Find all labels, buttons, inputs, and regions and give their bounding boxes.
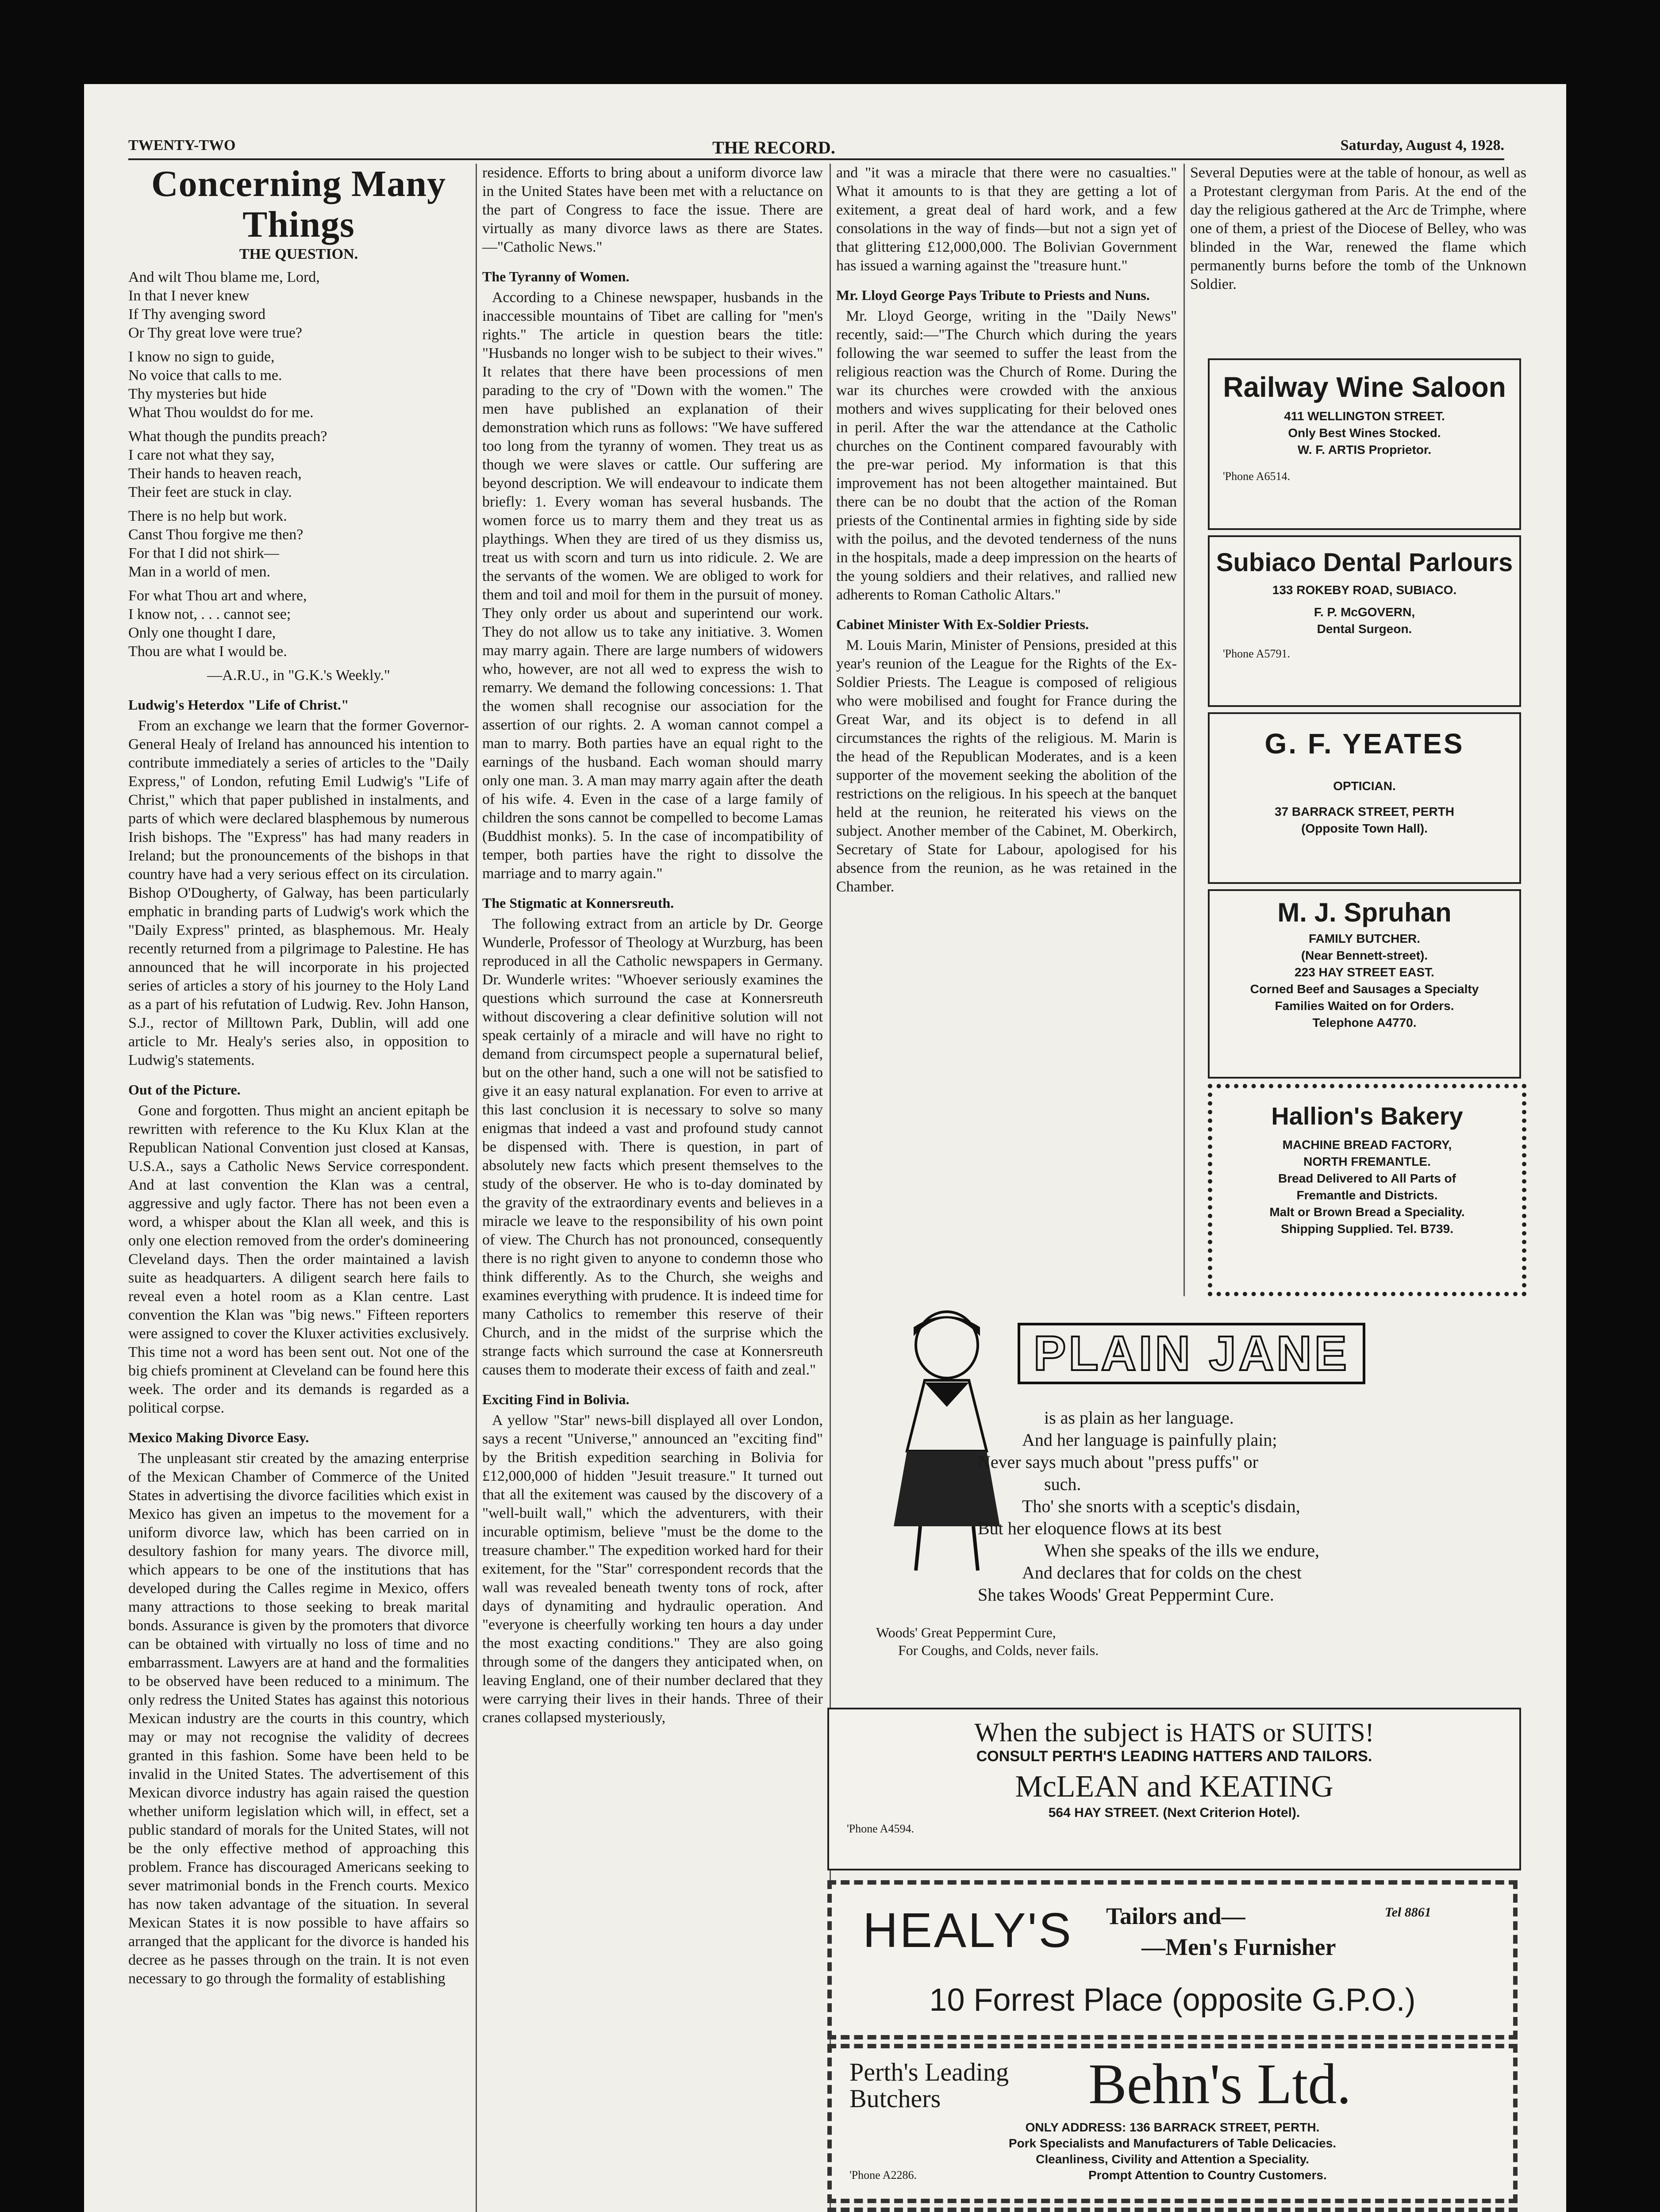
- ad-text: Corned Beef and Sausages a Specialty: [1250, 982, 1479, 996]
- ad-text: Fremantle and Districts.: [1296, 1188, 1438, 1202]
- verse-line: Never says much about "press puffs" or: [978, 1452, 1259, 1472]
- ad-text: CONSULT PERTH'S LEADING HATTERS AND TAILORS.: [976, 1748, 1372, 1765]
- ad-phone: 'Phone A4594.: [847, 1822, 915, 1835]
- ad-spruhan-butcher: [1208, 889, 1521, 1079]
- ad-text: Cleanliness, Civility and Attention a Speciality.: [1036, 2152, 1309, 2166]
- ad-text: Woods' Great Peppermint Cure,: [876, 1624, 1056, 1640]
- ad-text: 37 BARRACK STREET, PERTH: [1274, 805, 1455, 818]
- ad-text: Dental Surgeon.: [1317, 622, 1412, 636]
- column-3: [836, 164, 1177, 901]
- poem-line: What though the pundits preach?: [128, 428, 327, 445]
- ad-title: Behn's Ltd.: [1088, 2052, 1351, 2116]
- ad-text: Shipping Supplied. Tel. B739.: [1281, 1222, 1453, 1236]
- ad-text: Butchers: [849, 2084, 941, 2113]
- masthead: THE RECORD.: [712, 138, 835, 157]
- ad-text: F. P. McGOVERN,: [1314, 605, 1415, 619]
- poem: [128, 268, 469, 661]
- poem-line: There is no help but work.: [128, 508, 287, 524]
- ad-phone: Tel 8861: [1385, 1905, 1431, 1920]
- verse-line: When she speaks of the ills we endure,: [1044, 1540, 1320, 1560]
- verse-line: But her eloquence flows at its best: [978, 1518, 1222, 1538]
- ad-text: 223 HAY STREET EAST.: [1295, 965, 1434, 979]
- ad-subiaco-dental: [1208, 535, 1521, 707]
- article-heading: The Stigmatic at Konnersreuth.: [482, 895, 674, 911]
- article-body: Gone and forgotten. Thus might an ancient epitaph be rewritten with reference to the Ku Klux Klan at the Republican National Convention just closed at Kansas, U.S.A., says a Catholic News Service correspondent. And at last convention the Klan was a central, aggressive and ugly factor. There has not been even a word, a whisper about the Klan all week, and this is only one election removed from the order's domineering Cleveland days. Then the order maintained a lavish suite as headquarters. A diligent search here fails to reveal even a hotel room as a Klan centre. Last convention the Klan was "big news." Fifteen reporters were assigned to cover the Kluxer activities exclusively. This time not a word has been sent out. Not one of the big chiefs prominent at Cleveland can be found here this week. The order and its demands is regarded as a political corpse.: [128, 1102, 469, 1416]
- poem-line: I know no sign to guide,: [128, 349, 275, 365]
- poem-line: Only one thought I dare,: [128, 625, 276, 641]
- poem-line: Or Thy great love were true?: [128, 325, 303, 341]
- issue-date: Saturday, August 4, 1928.: [1340, 137, 1504, 154]
- ad-healys-tailors: [827, 1880, 1518, 2039]
- column-2: [482, 164, 823, 1732]
- ad-title: McLEAN and KEATING: [1015, 1770, 1333, 1804]
- poem-line: And wilt Thou blame me, Lord,: [128, 269, 320, 285]
- ad-text: Malt or Brown Bread a Speciality.: [1269, 1205, 1465, 1219]
- ad-railway-wine-saloon: [1208, 358, 1521, 530]
- ad-text: W. F. ARTIS Proprietor.: [1297, 443, 1432, 457]
- ad-text: Prompt Attention to Country Customers.: [1088, 2168, 1327, 2182]
- ad-text: Perth's Leading: [849, 2058, 1009, 2086]
- poem-line: In that I never knew: [128, 288, 250, 304]
- column-divider: [1184, 164, 1185, 1296]
- ad-address: 10 Forrest Place (opposite G.P.O.): [929, 1982, 1416, 2018]
- header-rule: [128, 158, 1504, 160]
- ad-title: G. F. YEATES: [1264, 728, 1464, 760]
- article-heading: Out of the Picture.: [128, 1082, 241, 1098]
- ad-text: Only Best Wines Stocked.: [1288, 426, 1441, 440]
- ad-text: Families Waited on for Orders.: [1275, 999, 1454, 1013]
- poem-line: If Thy avenging sword: [128, 306, 266, 323]
- poem-line: For what Thou art and where,: [128, 588, 307, 604]
- article-heading: Mexico Making Divorce Easy.: [128, 1429, 309, 1445]
- ad-text: (Near Bennett-street).: [1301, 949, 1428, 962]
- article-body: The unpleasant stir created by the amazing enterprise of the Mexican Chamber of Commerce of the United States in advertising the divorce facilities which exist in Mexico has given an impetus to the movement for a uniform divorce law, which has been carried on in desultory fashion for many years. The divorce mill, which appears to be one of the institutions that has developed during the Calles regime in Mexico, offers many attractions to those seeking to break marital bonds. Assurance is given by the promoters that divorce can be obtained with virtually no loss of time and no embarrassment. Lawyers are at hand and the formalities to be observed have been reduced to a minimum. The only redress the United States has against this notorious Mexican industry are the courts in this country, which may or may not recognise the validity of decrees granted in this fashion. Some have been held to be invalid in the United States. The advertisement of this Mexican divorce industry has again raised the question whether uniform legislation which will, in effect, set a public standard of morals for the United States, will not be the only effective method of approaching this problem. France has discouraged Americans seeking to sever matrimonial bonds in the French courts. Mexico has now taken advantage of the situation. In several Mexican States it is now possible to have affairs so arranged that the applicant for the divorce is handed his decree as he passes through on the train. It is not even necessary to go through the formality of establishing: [128, 1450, 469, 1987]
- ad-text: Bread Delivered to All Parts of: [1278, 1171, 1456, 1185]
- ad-headline: When the subject is HATS or SUITS!: [974, 1718, 1374, 1747]
- ad-yeates-optician: [1208, 712, 1521, 884]
- article-body: and "it was a miracle that there were no casualties." What it amounts to is that they are getting a lot of exitement, a great deal of hard work, and a few consolations in the way of finds—but not a sign yet of that glittering £12,000,000. The Bolivian Government has issued a warning against the "treasure hunt.": [836, 165, 1177, 274]
- verse-line: is as plain as her language.: [1044, 1408, 1234, 1428]
- verse-line: And declares that for colds on the chest: [1022, 1563, 1302, 1582]
- article-heading: Ludwig's Heterdox "Life of Christ.": [128, 697, 349, 713]
- article-heading: Exciting Find in Bolivia.: [482, 1391, 630, 1407]
- article-body: Several Deputies were at the table of honour, as well as a Protestant clergyman from Paris. At the end of the day the religious gathered at the Arc de Trimphe, where one of them, a priest of the Diocese of Belley, who was blinded in the War, renewed the flame which permanently burns before the tomb of the Unknown Soldier.: [1190, 165, 1526, 292]
- ad-text: Telephone A4770.: [1312, 1016, 1417, 1029]
- poem-title: THE QUESTION.: [239, 246, 358, 262]
- verse-line: Tho' she snorts with a sceptic's disdain,: [1022, 1496, 1300, 1516]
- column-4: [1190, 164, 1526, 298]
- ad-title: Railway Wine Saloon: [1223, 371, 1506, 403]
- ad-hallions-bakery: [1208, 1084, 1526, 1296]
- ad-text: 411 WELLINGTON STREET.: [1284, 409, 1445, 423]
- verse-line: She takes Woods' Great Peppermint Cure.: [978, 1585, 1274, 1605]
- article-body: Mr. Lloyd George, writing in the "Daily News" recently, said:—"The Church which during the years following the war seemed to suffer the least from the religious reaction was the Church of Rome. During the war its churches were crowded with the anxious mothers and wives supplicating for their beloved ones in peril. After the war the attendance at the Catholic churches on the Continent compared favourably with the pre-war period. My information is that this improvement has not been altogether maintained. But there can be no doubt that the action of the Roman priests of the Continental armies in fighting side by side with the poilus, and the devoted tenderness of the nuns in the hospitals, made a deep impression on the hearts of the young soldiers and their relatives, and rallied new adherents to Roman Catholic Altars.": [836, 308, 1177, 603]
- column-divider: [476, 164, 477, 2212]
- page-number: TWENTY-TWO: [128, 137, 236, 154]
- ad-kelly-rodoreda: [827, 2208, 1518, 2212]
- ad-phone: 'Phone A2286.: [849, 2169, 917, 2181]
- article-body: residence. Efforts to bring about a uniform divorce law in the United States have been met with a reluctance on the part of Congress to face the issue. There are virtually as many divorce laws as there are States.—"Catholic News.": [482, 165, 823, 255]
- ad-behns-butchers: [827, 2044, 1518, 2203]
- ad-text: Pork Specialists and Manufacturers of Table Delicacies.: [1008, 2136, 1337, 2150]
- ad-mclean-keating: [827, 1708, 1521, 1870]
- ad-text: FAMILY BUTCHER.: [1308, 932, 1421, 945]
- ad-verse: [969, 1407, 1500, 1606]
- ad-phone: 'Phone A6514.: [1223, 470, 1291, 483]
- verse-line: And her language is painfully plain;: [1022, 1430, 1277, 1450]
- ad-phone: 'Phone A5791.: [1223, 647, 1291, 660]
- article-body: M. Louis Marin, Minister of Pensions, presided at this year's reunion of the League for the Rights of the Ex-Soldier Priests. The League is composed of religious who were mobilised and fought for France during the Great War, and its object is to defend in all circumstances the rights of the religious. M. Marin is the head of the Republican Moderates, and is a keen supporter of the movement seeking the abolition of the restrictions on the religious. In his speech at the banquet held at the reunion, he reiterated his views on the subject. Another member of the Cabinet, M. Oberkirch, Secretary of State for Labour, apologised for his absence from the reunion, as he was retained in the Chamber.: [836, 637, 1177, 895]
- poem-line: Thy mysteries but hide: [128, 386, 267, 402]
- poem-line: Their hands to heaven reach,: [128, 465, 302, 482]
- ad-text: —Men's Furnisher: [1141, 1934, 1336, 1960]
- article-body: The following extract from an article by Dr. George Wunderle, Professor of Theology at Wurzburg, has been reproduced in all the Catholic newspapers in Germany. Dr. Wunderle writes: "Whoever seriously examines the questions which surround the case at Konnersreuth without discovering a clear definitive solution will not speak certainly of a miracle and will have no right to demand from circumspect people a supernatural belief, but on the other hand, such a one will not be satisfied to give it an easy natural explanation. For even to arrive at this last conclusion it is necessary to solve so many enigmas that indeed a vast and profound study cannot be dispensed with. There is question, in part of absolutely new facts which present themselves to the study of the observer. He who is to-day dominated by the gravity of the extraordinary events and believes in a miracle we leave to the responsibility of his own point of view. The Church has not pronounced, consequently there is no right given to anyone to condemn those who think differently. As to the Church, she weighs and examines everything with prudence. It is indeed time for many Catholics to remember this reserve of their Church, and in the midst of the surprise which the strange facts which surround the case at Konnersreuth causes them to moderate their excess of faith and zeal.": [482, 916, 823, 1378]
- newspaper-page: [84, 84, 1566, 2212]
- verse-line: such.: [1044, 1474, 1081, 1494]
- poem-line: Thou are what I would be.: [128, 643, 287, 660]
- ad-title: M. J. Spruhan: [1277, 898, 1452, 927]
- ad-text: (Opposite Town Hall).: [1301, 822, 1428, 835]
- ad-title: Subiaco Dental Parlours: [1216, 548, 1513, 577]
- ad-text: Tailors and—: [1106, 1903, 1245, 1929]
- ad-text: ONLY ADDRESS: 136 BARRACK STREET, PERTH.: [1025, 2120, 1320, 2134]
- article-heading: Cabinet Minister With Ex-Soldier Priests.: [836, 616, 1089, 632]
- ad-text: 133 ROKEBY ROAD, SUBIACO.: [1272, 583, 1457, 597]
- poem-line: For that I did not shirk—: [128, 545, 279, 561]
- article-body: From an exchange we learn that the former Governor-General Healy of Ireland has announced his intention to contribute immediately a series of articles to the "Daily Express," of London, refuting Emil Ludwig's "Life of Christ," which that paper published in instalments, and parts of which were declared blasphemous by numerous Irish bishops. The "Express" has had many readers in Ireland; but the pronouncements of the bishops in that country have had a very serious effect on its circulation. Bishop O'Dougherty, of Galway, has been particularly emphatic in branding parts of Ludwig's work which the "Daily Express" printed, as blasphemous. Mr. Healy recently returned from a pilgrimage to Palestine. He has announced that he will incorporate in his projected series of articles a story of his journey to the Holy Land as a part of his refutation of Ludwig. Rev. John Hanson, S.J., rector of Milltown Park, Dublin, will add one article to Mr. Healy's series also, in opposition to Ludwig's statements.: [128, 718, 469, 1068]
- ad-title: PLAIN JANE: [1018, 1323, 1365, 1384]
- poem-line: Man in a world of men.: [128, 564, 271, 580]
- ad-text: For Coughs, and Colds, never fails.: [898, 1642, 1099, 1658]
- article-heading: Mr. Lloyd George Pays Tribute to Priests and Nuns.: [836, 287, 1150, 303]
- ad-title: HEALY'S: [863, 1903, 1073, 1958]
- article-heading: The Tyranny of Women.: [482, 269, 630, 284]
- ad-text: NORTH FREMANTLE.: [1303, 1155, 1431, 1168]
- ad-text: 564 HAY STREET. (Next Criterion Hotel).: [1048, 1805, 1300, 1820]
- poem-line: I care not what they say,: [128, 447, 275, 463]
- ad-text: MACHINE BREAD FACTORY,: [1282, 1138, 1452, 1152]
- poem-line: Their feet are stuck in clay.: [128, 484, 292, 500]
- poem-line: Canst Thou forgive me then?: [128, 526, 304, 543]
- ad-title: Hallion's Bakery: [1271, 1102, 1463, 1130]
- column-1: [128, 164, 469, 1993]
- section-title: Concerning Many Things: [151, 163, 446, 245]
- ad-text: OPTICIAN.: [1333, 779, 1396, 793]
- ad-plain-jane: [872, 1305, 1518, 1703]
- poem-line: No voice that calls to me.: [128, 367, 282, 384]
- article-body: A yellow "Star" news-bill displayed all over London, says a recent "Universe," announced an "exciting find" by the British expedition searching in Bolivia for £12,000,000 of hidden "Jesuit treasure." It turned out that all the exitement was caused by the discovery of a "well-built wall," which the adventurers, with their incurable optimism, believe "must be the dome to the treasure chamber." The expedition worked hard for their exitement, for the "Star" correspondent records that the wall was revealed beneath twenty tons of rock, after days of dynamiting and hydraulic operation. And "everyone is cheerfully working ten hours a day under the most exacting conditions." They are also going through some of the dangers they anticipated when, on leaving England, one of their number declared that they were carrying their lives in their hands. Three of their cranes collapsed mysteriously,: [482, 1412, 823, 1726]
- poem-line: I know not, . . . cannot see;: [128, 606, 291, 622]
- poem-credit: —A.R.U., in "G.K.'s Weekly.": [207, 667, 390, 684]
- poem-line: What Thou wouldst do for me.: [128, 404, 314, 421]
- article-body: According to a Chinese newspaper, husbands in the inaccessible mountains of Tibet are calling for "men's rights." The article in question bears the title: "Husbands no longer wish to be subject to their wives." It relates that there have been processions of men parading to the cry of "Down with the women." The men have published an explanation of their demonstration which runs as follows: "We have suffered too long from the tyranny of women. They treat us as though we were slaves or cattle. Our suffering are beyond description. We will endeavour to indicate them briefly: 1. Every woman has several husbands. The women force us to marry them and they treat us as playthings. When they are tired of us they dismiss us, treat us with scorn and turn us into ridicule. 2. We are the servants of the women. We are obliged to work for them and toil and moil for them in the pursuit of money. They only order us about and superintend our work. They do not allow us to take any initiative. 3. Women may marry again. There are large numbers of widowers who, however, are not all wed to express the wish to remarry. We demand the following concessions: 1. That the women shall recognise our association for the assertion of our rights. 2. A woman cannot compel a man to marry. Both parties have an equal right to the earnings of the husband. Each woman should marry only one man. 3. A man may marry again after the death of his wife. 4. Even in the case of a large family of children the sons cannot be compelled to become Lamas (Buddhist monks). 5. In the case of incompatibility of temper, both parties have the right to dissolve the marriage and to marry again.": [482, 289, 823, 882]
